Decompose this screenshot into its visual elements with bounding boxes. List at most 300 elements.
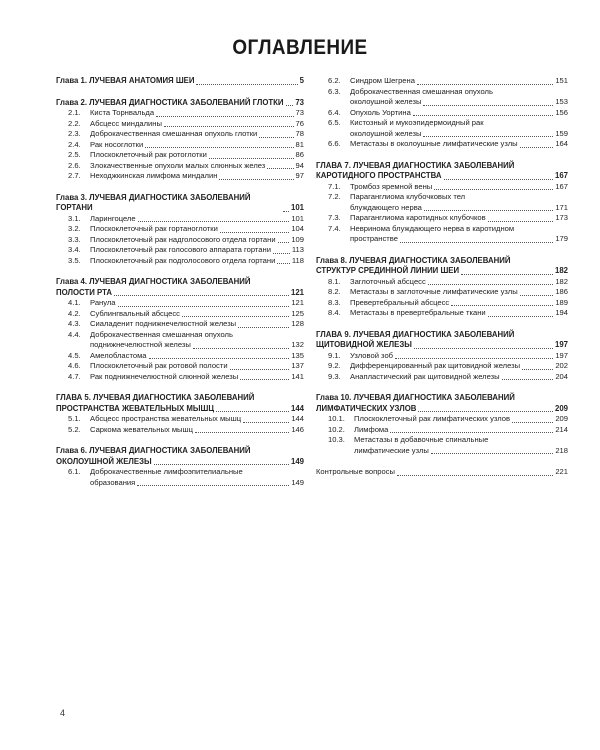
toc-section-item[interactable] — [56, 140, 304, 151]
leader-dots — [267, 168, 293, 169]
toc-section-item[interactable] — [316, 277, 568, 288]
page-ref: 149 — [290, 456, 304, 466]
page-ref: 73 — [295, 97, 304, 107]
section-title: Саркома жевательных мышц — [90, 424, 193, 434]
leader-dots — [283, 211, 289, 212]
toc-section-list — [56, 351, 304, 383]
leader-dots — [434, 189, 553, 190]
page-ref: 197 — [554, 340, 568, 349]
chapter-title-line1: Глава 10. ЛУЧЕВАЯ ДИАГНОСТИКА ЗАБОЛЕВАНИЙ — [316, 393, 515, 402]
page-ref: 171 — [555, 202, 568, 212]
page-ref: 182 — [555, 276, 568, 286]
section-number: 8.4. — [328, 308, 341, 317]
section-number: 4.6. — [68, 361, 81, 370]
toc-section-item[interactable] — [316, 435, 568, 456]
page-ref: 209 — [554, 403, 568, 413]
control-questions-title: Контрольные вопросы — [316, 467, 395, 476]
leader-dots — [502, 379, 554, 380]
chapter-title-line1: Глава 6. ЛУЧЕВАЯ ДИАГНОСТИКА ЗАБОЛЕВАНИЙ — [56, 446, 251, 455]
toc-chapter-1 — [56, 76, 304, 87]
section-title-line2-row — [56, 478, 304, 489]
section-number: 4.2. — [68, 308, 81, 318]
section-title-line1: Доброкачественная смешанная опухоль — [90, 329, 233, 339]
leader-dots — [164, 126, 294, 127]
leader-dots — [428, 284, 554, 285]
section-title: Тромбоз яремной вены — [350, 181, 433, 191]
page-ref: 94 — [295, 160, 304, 170]
page-ref: 194 — [555, 308, 568, 317]
section-title: Превертебральный абсцесс — [350, 297, 450, 307]
leader-dots — [138, 221, 290, 222]
toc-section-item[interactable] — [56, 425, 304, 436]
section-title: Заглоточный абсцесс — [350, 276, 426, 286]
section-number: 6.3. — [328, 86, 341, 96]
page-ref: 186 — [555, 287, 568, 296]
section-number: 6.6. — [328, 139, 341, 148]
leader-dots — [196, 84, 297, 85]
chapter-title: КАРОТИДНОГО ПРОСТРАНСТВА — [316, 171, 442, 180]
section-number: 9.3. — [328, 371, 341, 381]
toc-section-list — [316, 351, 568, 383]
section-title-line2: околоушной железы — [350, 97, 422, 106]
toc-chapter-row[interactable] — [316, 404, 568, 415]
page-ref: 149 — [291, 477, 304, 487]
toc-chapter-row[interactable] — [316, 266, 568, 277]
toc-section-item[interactable] — [316, 213, 568, 224]
leader-dots — [520, 147, 554, 148]
toc-section-list — [316, 76, 568, 87]
section-number: 2.3. — [68, 129, 81, 138]
page-ref: 121 — [291, 298, 304, 307]
toc-section-list — [316, 213, 568, 224]
leader-dots — [431, 453, 553, 454]
chapter-title-line1: ГЛАВА 5. ЛУЧЕВАЯ ДИАГНОСТИКА ЗАБОЛЕВАНИЙ — [56, 393, 255, 402]
section-title: Метастазы в околоушные лимфатические узлы — [350, 139, 518, 148]
section-number: 2.6. — [68, 160, 81, 170]
section-number: 6.2. — [328, 76, 341, 85]
toc-section-item[interactable] — [316, 287, 568, 298]
page-ref: 179 — [555, 234, 568, 243]
leader-dots — [423, 136, 553, 137]
page-ref: 135 — [291, 350, 304, 360]
leader-dots — [182, 316, 289, 317]
leader-dots — [145, 147, 293, 148]
section-number: 2.2. — [68, 118, 81, 128]
leader-dots — [418, 411, 553, 412]
section-number: 8.1. — [328, 276, 341, 286]
section-title-line1-row — [316, 87, 568, 98]
leader-dots — [240, 379, 289, 380]
page-ref: 173 — [555, 213, 568, 222]
toc-section-item[interactable] — [56, 330, 304, 351]
leader-dots — [238, 327, 289, 328]
leader-dots — [243, 422, 289, 423]
toc-chapter-8 — [316, 256, 568, 319]
section-title-line1-row — [56, 330, 304, 341]
toc-section-item[interactable] — [316, 361, 568, 372]
page-ref: 156 — [555, 107, 568, 117]
toc-section-item[interactable] — [316, 76, 568, 87]
section-title: Доброкачественная смешанная опухоль глотки — [90, 129, 258, 138]
section-title: Параганглиома каротидных клубочков — [350, 213, 486, 222]
leader-dots — [220, 232, 289, 233]
section-title: Ранула — [90, 298, 116, 307]
leader-dots — [137, 485, 289, 486]
section-title-line1-row — [56, 467, 304, 478]
toc-section-item[interactable] — [316, 308, 568, 319]
chapter-title-line1: Глава 8. ЛУЧЕВАЯ ДИАГНОСТИКА ЗАБОЛЕВАНИЙ — [316, 255, 511, 265]
toc-section-item[interactable] — [316, 372, 568, 383]
toc-chapter-3 — [56, 193, 304, 267]
page-ref: 209 — [555, 414, 568, 423]
section-title: Киста Торнвальда — [90, 108, 155, 117]
toc-section-item[interactable] — [56, 309, 304, 320]
page-ref: 73 — [295, 108, 304, 117]
page-ref: 101 — [291, 213, 304, 223]
toc-section-item[interactable] — [316, 87, 568, 108]
page-ref: 125 — [291, 308, 304, 318]
section-title: Неходжкинская лимфома миндалин — [90, 171, 218, 180]
chapter-title: ЛИМФАТИЧЕСКИХ УЗЛОВ — [316, 403, 417, 413]
toc-chapter-row[interactable] — [316, 340, 568, 351]
section-title: Рак поднижнечелюстной слюнной железы — [90, 371, 239, 381]
section-title: Злокачественные опухоли малых слюнных желез — [90, 160, 266, 170]
leader-dots — [417, 84, 553, 85]
toc-section-item[interactable] — [56, 224, 304, 235]
toc-chapter-row[interactable] — [56, 193, 304, 214]
section-title-line2: образования — [90, 477, 136, 487]
page-ref: 164 — [555, 139, 568, 148]
leader-dots — [118, 306, 290, 307]
section-number: 5.2. — [68, 424, 81, 434]
leader-dots — [154, 464, 289, 465]
section-number: 9.2. — [328, 361, 341, 370]
section-title: Ларингоцеле — [90, 213, 136, 223]
toc-section-item[interactable] — [316, 139, 568, 150]
leader-dots — [400, 242, 553, 243]
page-title: ОГЛАВЛЕНИЕ — [232, 36, 368, 59]
section-title-line1: Доброкачественная смешанная опухоль — [350, 86, 493, 96]
section-number: 6.5. — [328, 118, 341, 127]
page-ref: 104 — [291, 224, 304, 233]
section-title-line2-row — [316, 97, 568, 108]
chapter-title-line1: ГЛАВА 7. ЛУЧЕВАЯ ДИАГНОСТИКА ЗАБОЛЕВАНИЙ — [316, 160, 515, 170]
leader-dots — [397, 475, 553, 476]
section-title: Анапластический рак щитовидной железы — [350, 371, 500, 381]
page-ref: 144 — [291, 414, 304, 423]
section-number: 3.1. — [68, 213, 81, 223]
toc-section-item[interactable] — [56, 171, 304, 182]
toc-section-item[interactable] — [316, 118, 568, 139]
toc-control-row[interactable] — [316, 467, 568, 478]
toc-chapter-5 — [56, 393, 304, 435]
page-ref: 159 — [555, 128, 568, 138]
section-title-line1-row — [316, 118, 568, 129]
chapter-title: Глава 3. ЛУЧЕВАЯ ДИАГНОСТИКА ЗАБОЛЕВАНИЙ ГОРТАНИ — [56, 192, 251, 212]
toc-section-item[interactable] — [56, 119, 304, 130]
toc-section-item[interactable] — [316, 182, 568, 193]
section-number: 4.1. — [68, 298, 81, 307]
page-ref: 167 — [554, 171, 568, 180]
section-title: Синдром Шегрена — [350, 76, 415, 85]
toc-chapter-row[interactable] — [56, 457, 304, 468]
toc-chapter-row[interactable] — [56, 76, 304, 87]
section-title: Абсцесс пространства жевательных мышц — [90, 414, 242, 423]
chapter-title: ПРОСТРАНСТВА ЖЕВАТЕЛЬНЫХ МЫШЦ — [56, 403, 215, 413]
leader-dots — [219, 179, 293, 180]
page-ref: 86 — [295, 150, 304, 159]
toc-section-item[interactable] — [56, 108, 304, 119]
toc-chapter-7 — [316, 161, 568, 245]
section-title: Лимфома — [354, 424, 389, 434]
section-title: Плоскоклеточный рак голосового аппарата гортани — [90, 245, 271, 254]
section-number: 6.1. — [68, 467, 81, 476]
toc-section-item[interactable] — [56, 129, 304, 140]
page-ref: 182 — [554, 266, 568, 275]
section-number: 4.4. — [68, 329, 81, 339]
page-ref: 76 — [295, 118, 304, 128]
toc-right-column — [316, 76, 568, 489]
toc-section-item[interactable] — [316, 108, 568, 119]
page-ref: 5 — [299, 76, 304, 85]
section-title: Опухоль Уортина — [350, 107, 411, 117]
section-title-line2: околоушной железы — [350, 128, 422, 138]
leader-dots — [522, 369, 553, 370]
toc-chapter-10 — [316, 393, 568, 456]
toc-section-list — [56, 108, 304, 182]
chapter-title: Глава 2. ЛУЧЕВАЯ ДИАГНОСТИКА ЗАБОЛЕВАНИЙ ГЛОТКИ — [56, 97, 284, 107]
toc-section-item[interactable] — [316, 298, 568, 309]
section-number: 10.2. — [328, 424, 345, 434]
section-title-line1-row — [316, 435, 568, 446]
section-title: Плоскоклеточный рак гортаноглотки — [90, 224, 218, 233]
toc-section-item[interactable] — [56, 467, 304, 488]
chapter-title-line1: ГЛАВА 9. ЛУЧЕВАЯ ДИАГНОСТИКА ЗАБОЛЕВАНИЙ — [316, 329, 515, 339]
leader-dots — [414, 348, 553, 349]
toc-chapter-2 — [56, 98, 304, 182]
leader-dots — [278, 242, 290, 243]
leader-dots — [461, 274, 553, 275]
page-ref: 118 — [291, 255, 304, 265]
section-title-line1: Доброкачественные лимфоэпителиальные — [90, 467, 243, 476]
page-ref: 141 — [291, 371, 304, 381]
page-ref: 132 — [291, 340, 304, 349]
section-number: 7.3. — [328, 213, 341, 222]
toc-section-item[interactable] — [56, 235, 304, 246]
chapter-title: ЩИТОВИДНОЙ ЖЕЛЕЗЫ — [316, 340, 412, 349]
toc-section-list — [316, 139, 568, 150]
section-title-line2: блуждающего нерва — [350, 202, 422, 212]
section-title: Метастазы в заглоточные лимфатические узлы — [350, 287, 518, 296]
section-title-line2: лимфатические узлы — [354, 445, 429, 455]
page-ref: 214 — [555, 424, 568, 434]
page-ref: 113 — [291, 245, 304, 254]
section-title-line2-row — [316, 234, 568, 245]
chapter-title: СТРУКТУР СРЕДИННОЙ ЛИНИИ ШЕИ — [316, 266, 460, 275]
leader-dots — [488, 221, 554, 222]
leader-dots — [259, 137, 293, 138]
section-title-line1: Кистозный и мукоэпидермоидный рак — [350, 118, 484, 127]
leader-dots — [512, 422, 553, 423]
toc-section-item[interactable] — [56, 319, 304, 330]
section-number: 8.3. — [328, 297, 341, 307]
toc-chapter-4 — [56, 277, 304, 382]
section-number: 4.7. — [68, 371, 81, 381]
page-ref: 204 — [555, 371, 568, 381]
section-number: 2.7. — [68, 171, 81, 180]
section-number: 2.4. — [68, 139, 81, 149]
page-ref: 109 — [291, 234, 304, 244]
section-title: Плоскоклеточный рак ротоглотки — [90, 150, 207, 159]
leader-dots — [488, 316, 554, 317]
section-title: Метастазы в превертебральные ткани — [350, 308, 486, 317]
toc-section-item[interactable] — [56, 161, 304, 172]
page-ref: 81 — [295, 139, 304, 149]
section-number: 7.1. — [328, 181, 341, 191]
section-title-line2-row — [316, 446, 568, 457]
page-ref: 151 — [555, 76, 568, 85]
leader-dots — [216, 411, 289, 412]
section-number: 9.1. — [328, 350, 341, 360]
leader-dots — [193, 348, 289, 349]
section-title: Сиаладенит поднижнечелюстной железы — [90, 319, 237, 328]
section-title: Амелобластома — [90, 350, 147, 360]
section-title: Плоскоклеточный рак подголосового отдела гортани — [90, 255, 276, 265]
toc-chapter-row[interactable] — [316, 171, 568, 182]
section-title: Плоскоклеточный рак надголосового отдела гортани — [90, 234, 276, 244]
leader-dots — [520, 295, 554, 296]
section-number: 7.4. — [328, 223, 341, 233]
chapter-title: Глава 1. ЛУЧЕВАЯ АНАТОМИЯ ШЕИ — [56, 76, 195, 85]
leader-dots — [277, 263, 290, 264]
toc-section-item[interactable] — [56, 245, 304, 256]
toc-section-list — [56, 414, 304, 435]
page-ref: 202 — [555, 361, 568, 370]
toc-section-item[interactable] — [316, 414, 568, 425]
toc-section-list — [56, 298, 304, 330]
toc-section-item[interactable] — [56, 298, 304, 309]
section-number: 4.5. — [68, 350, 81, 360]
toc-chapter-9 — [316, 330, 568, 383]
chapter-title: ОКОЛОУШНОЙ ЖЕЛЕЗЫ — [56, 456, 152, 466]
section-title: Рак носоглотки — [90, 139, 144, 149]
section-title-line1: Параганглиома клубочковых тел — [350, 192, 466, 201]
toc-section-item[interactable] — [316, 224, 568, 245]
page-ref: 144 — [290, 403, 304, 413]
section-number: 10.1. — [328, 414, 345, 423]
leader-dots — [273, 253, 290, 254]
section-title-line2-row — [316, 203, 568, 214]
section-number: 4.3. — [68, 319, 81, 328]
leader-dots — [286, 105, 294, 106]
page-ref: 167 — [555, 181, 568, 191]
section-number: 8.2. — [328, 287, 341, 296]
section-number: 2.1. — [68, 108, 81, 117]
page-ref: 97 — [295, 171, 304, 180]
page-ref: 197 — [555, 350, 568, 360]
toc-section-item[interactable] — [316, 351, 568, 362]
toc-section-list — [316, 108, 568, 119]
section-title: Плоскоклеточный рак ротовой полости — [90, 361, 228, 370]
section-title: Дифференцированный рак щитовидной железы — [350, 361, 521, 370]
section-number: 7.2. — [328, 192, 341, 201]
toc-section-item[interactable] — [56, 351, 304, 362]
section-title: Узловой зоб — [350, 350, 394, 360]
toc-left-column — [56, 76, 304, 499]
toc-section-item[interactable] — [316, 425, 568, 436]
toc-section-item[interactable] — [56, 214, 304, 225]
toc-chapter-row[interactable] — [56, 404, 304, 415]
toc-section-list — [56, 214, 304, 267]
toc-section-item[interactable] — [56, 414, 304, 425]
section-number: 5.1. — [68, 414, 81, 423]
toc-section-list — [316, 414, 568, 435]
section-number: 2.5. — [68, 150, 81, 159]
toc-chapter-row[interactable] — [56, 98, 304, 109]
leader-dots — [230, 369, 290, 370]
section-title: Плоскоклеточный рак лимфатических узлов — [354, 414, 511, 423]
leader-dots — [424, 210, 553, 211]
toc-section-item[interactable] — [56, 256, 304, 267]
toc-section-item[interactable] — [56, 372, 304, 383]
toc-section-item[interactable] — [316, 192, 568, 213]
section-title-line2: поднижнечелюстной железы — [90, 340, 191, 349]
leader-dots — [444, 179, 553, 180]
section-title-line1: Невринома блуждающего нерва в каротидном — [350, 223, 515, 233]
toc-section-item[interactable] — [56, 361, 304, 372]
section-number: 10.3. — [328, 435, 345, 444]
section-title-line2-row — [56, 340, 304, 351]
page-ref: 221 — [555, 467, 568, 476]
section-number: 3.5. — [68, 255, 81, 265]
section-title: Сублингвальный абсцесс — [90, 308, 180, 318]
leader-dots — [390, 432, 553, 433]
leader-dots — [423, 105, 553, 106]
toc-chapter-6-continued — [316, 76, 568, 150]
section-title-line1-row — [316, 224, 568, 235]
page-ref: 137 — [291, 361, 304, 370]
page-ref: 128 — [291, 319, 304, 328]
chapter-title: ПОЛОСТИ РТА — [56, 287, 112, 297]
section-title-line2-row — [316, 129, 568, 140]
section-title-line2: пространстве — [350, 234, 398, 243]
toc-control-questions — [316, 467, 568, 478]
toc-section-item[interactable] — [56, 150, 304, 161]
page-ref: 146 — [291, 424, 304, 434]
leader-dots — [413, 115, 554, 116]
page-ref: 153 — [555, 97, 568, 106]
leader-dots — [149, 358, 290, 359]
leader-dots — [195, 432, 289, 433]
leader-dots — [395, 358, 553, 359]
section-title-line1: Метастазы в добавочные спинальные — [354, 435, 489, 444]
page-number: 4 — [60, 708, 66, 718]
chapter-title-line1: Глава 4. ЛУЧЕВАЯ ДИАГНОСТИКА ЗАБОЛЕВАНИЙ — [56, 277, 251, 286]
section-number: 3.4. — [68, 245, 81, 254]
page-ref: 78 — [295, 129, 304, 138]
toc-section-list — [316, 182, 568, 193]
section-number: 6.4. — [328, 107, 341, 117]
leader-dots — [451, 305, 553, 306]
leader-dots — [114, 295, 289, 296]
page-ref: 101 — [290, 203, 304, 212]
leader-dots — [156, 116, 293, 117]
toc-chapter-6 — [56, 446, 304, 488]
section-title-line1-row — [316, 192, 568, 203]
section-title: Абсцесс миндалины — [90, 118, 162, 128]
leader-dots — [209, 158, 294, 159]
toc-chapter-row[interactable] — [56, 288, 304, 299]
